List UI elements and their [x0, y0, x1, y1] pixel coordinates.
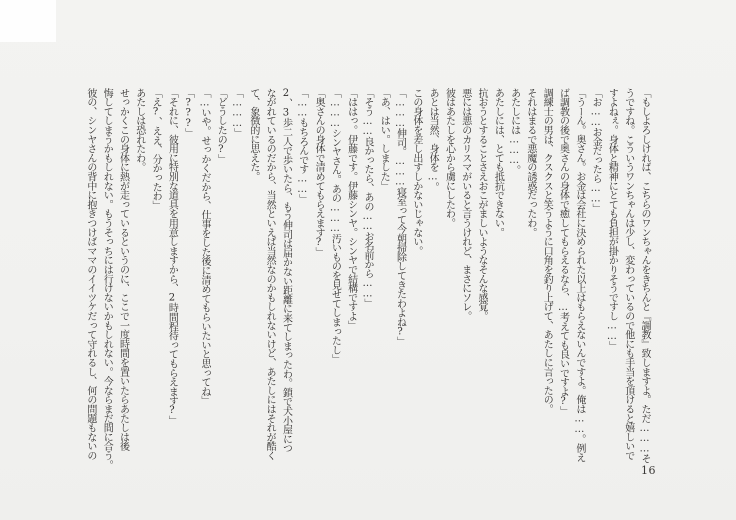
text-line: 調練士の男は、クスクスと笑うように口角を釣り上げて、あたしに言ったの。 [541, 88, 553, 414]
text-line: 「???」 [182, 88, 194, 138]
text-line: 「…いや。せっかくだから、仕事をした後に清めてもらいたいと思ってね」 [198, 88, 210, 406]
text-line: 「……もちろんです……」 [296, 88, 308, 204]
text-line: 彼の、シンヤさんの背中に抱きつけばママのイイツケだって守れるし、何の問題もないの [84, 88, 96, 461]
text-line: て、象徴的に思えた。 [247, 88, 259, 182]
page-text [82, 88, 652, 470]
text-line: 悪には悪のカリスマがいると言うけれど、まさにソレ。 [459, 88, 471, 321]
scan-corner-artifact [0, 0, 56, 42]
text-line: 「そう……良かったら、あの……お名前から……」 [361, 88, 373, 308]
text-line: 2、3歩二人で歩いたら、もう伸司は届かない距離に来てしまったわ。鎖で犬小屋につ [280, 88, 292, 453]
text-line: 「お……お金だったら……」 [590, 88, 602, 213]
text-line: 「うーん。奥さん。お金は会社に決められた以上はもらえないんですよ。俺は……。例え [573, 88, 585, 463]
text-line: 「それに、彼用に特別な道具を用意しますから、2時間程待ってもらえます?」 [166, 88, 178, 425]
text-line: せっかくこの身体に熱が走っているというのに、ここで一度時間を置いたらあたしは後 [117, 88, 129, 451]
text-line: うですね。こういうワンちゃんは少し、変わっているので他にも手当を頂けると嬉しいで [622, 88, 634, 461]
text-line: ば調教の後で奥さんの身体で癒してもらえるなら、…考えても良いですよ?」 [557, 88, 569, 416]
text-line: それはまるで悪魔の誘惑だったわ。 [524, 88, 536, 237]
text-line: あたしには………。 [508, 88, 520, 175]
text-line: 「………」 [231, 88, 243, 138]
text-line: 「ははっ。伊藤です。伊藤シンヤ。シンヤで結構ですよ」 [345, 88, 357, 330]
text-line: 「………シンヤさん。あの………汚いものを見せてしまったし」 [329, 88, 341, 364]
text-line: この身体を差し出すしかないじゃない。 [410, 88, 422, 256]
text-line: 「もしよろしければ、こちらのワンちゃんをきちんと『調教』致しますよ。ただ………そ [639, 88, 650, 464]
text-line: 抗おうとすることさえおこがましいようなそんな感覚。 [476, 88, 488, 321]
text-line: 「………伸司。………寝室って今朝掃除してきたわよね?」 [394, 88, 406, 347]
text-line: 悔してしまうかもしれない。もうそっちには行けないかもしれない。今ならまだ間に合う。 [101, 88, 113, 470]
text-line: ながれているのだから、当然といえば当然なのかもしれないけど、あたしにはそれが酷く [264, 88, 276, 461]
text-line: 「奥さんの身体で清めてもらえます?」 [313, 88, 325, 257]
text-line: 「え?、ええ、分かったわ」 [150, 88, 162, 210]
text-line: 彼はあたしを心から虜にしたわ。 [443, 88, 455, 228]
text-line: あたしには、とても抵抗できない。 [492, 88, 504, 237]
text-line: あとは当然、身体を…。 [427, 88, 439, 192]
text-line: 「あ、はい。しました」 [378, 88, 390, 191]
text-line: 「どうしたの?」 [215, 88, 227, 164]
text-line: すよねぇ。身体と精神にとても負担が掛かりそうですし……」 [606, 88, 618, 351]
page-number: 16 [641, 464, 656, 477]
text-line: あたしは恐れたわ。 [133, 88, 145, 172]
